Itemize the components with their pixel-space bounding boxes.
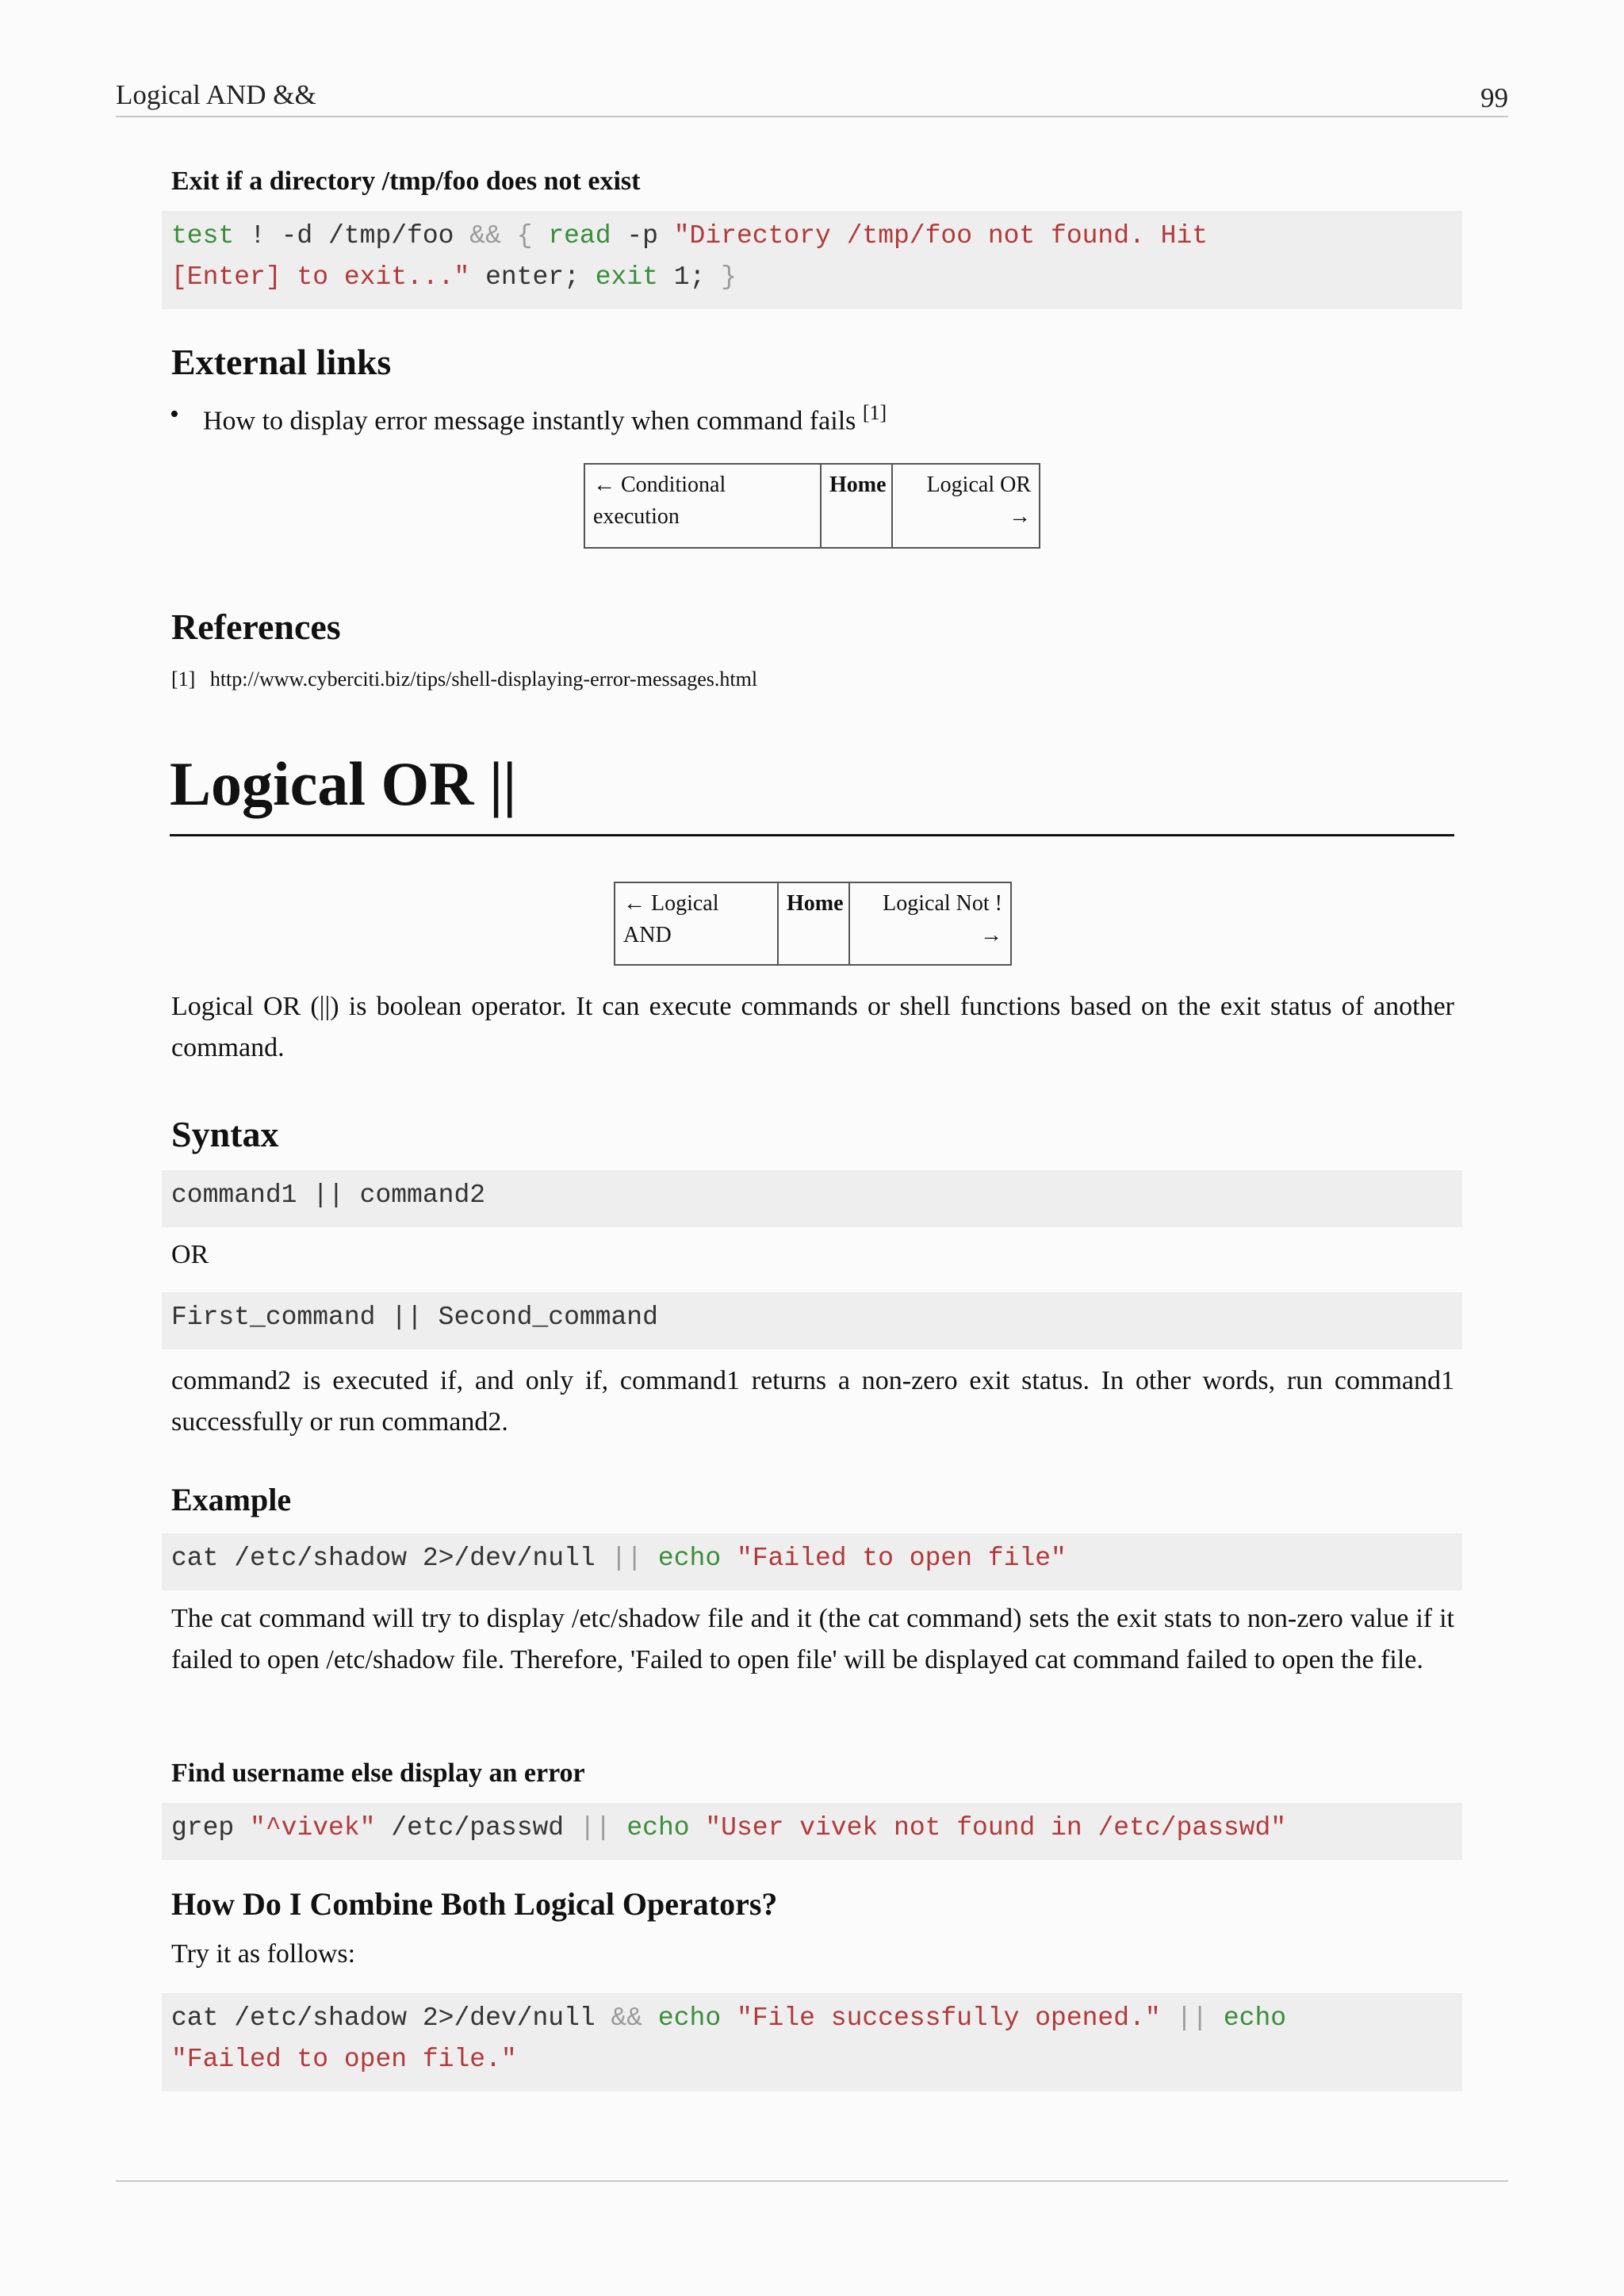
intro-paragraph: Logical OR (||) is boolean operator. It can execute commands or shell functions based on the exit status of another command.	[171, 992, 1454, 1062]
nav-next-link[interactable]	[893, 465, 1039, 547]
code-operator: &&	[469, 221, 501, 251]
footer-rule	[116, 2180, 1508, 2182]
syntax-code-block-1: command1 || command2	[162, 1170, 1462, 1227]
footnote-ref[interactable]: [1]	[862, 401, 887, 424]
code-operator: &&	[611, 2003, 643, 2033]
code-keyword: exit	[595, 262, 658, 292]
code-text: ! -d /tmp/foo	[234, 221, 470, 251]
exit-dir-code-block	[162, 211, 1462, 309]
code-text: cat /etc/shadow 2>/dev/null	[171, 1544, 611, 1573]
combine-heading: How Do I Combine Both Logical Operators?	[171, 1886, 778, 1922]
code-keyword: read	[548, 221, 611, 251]
reference-item	[171, 668, 757, 691]
references-heading: References	[171, 607, 341, 647]
code-operator: }	[721, 262, 737, 292]
find-user-code-block	[162, 1803, 1462, 1860]
example-code-block	[162, 1533, 1462, 1590]
reference-number: [1]	[171, 668, 196, 691]
code-string: "Failed to open file."	[171, 2045, 517, 2074]
nav-next-label[interactable]: Logical Not !	[883, 891, 1002, 916]
code-text: enter;	[469, 262, 596, 292]
syntax-code-block-2: First_command || Second_command	[162, 1292, 1462, 1349]
title-rule	[170, 834, 1454, 836]
example-heading: Example	[171, 1482, 292, 1517]
nav-home-link[interactable]: Home	[779, 883, 850, 964]
nav-prev-link[interactable]	[585, 465, 822, 547]
code-operator: ||	[1176, 2003, 1208, 2033]
code-keyword: echo	[1223, 2003, 1287, 2033]
code-keyword: echo	[657, 2003, 722, 2033]
or-label: OR	[171, 1240, 209, 1269]
code-text: grep	[171, 1813, 251, 1843]
syntax-description: command2 is executed if, and only if, command1 returns a non-zero exit status. In other words, run command1 successfully or run command2.	[171, 1366, 1454, 1437]
code-string: [Enter] to exit..."	[171, 262, 470, 292]
nav-prev-label-line2[interactable]: AND	[623, 923, 672, 947]
exit-dir-heading: Exit if a directory /tmp/foo does not exist	[171, 166, 641, 196]
nav-prev-link[interactable]	[615, 883, 779, 964]
code-keyword: echo	[626, 1813, 690, 1843]
nav-next-link[interactable]	[850, 883, 1010, 964]
code-string: "File successfully opened."	[736, 2003, 1161, 2033]
code-string: "^vivek"	[250, 1813, 376, 1843]
code-operator: {	[500, 221, 549, 251]
reference-url[interactable]: http://www.cyberciti.biz/tips/shell-displaying-error-messages.html	[209, 668, 758, 691]
code-string: "Directory /tmp/foo not found. Hit	[673, 221, 1208, 251]
combine-intro: Try it as follows:	[171, 1939, 356, 1969]
example-description: The cat command will try to display /etc/shadow file and it (the cat command) sets the exit stats to non-zero value if it failed to open /etc/shadow file. Therefore, 'Failed to open file' will be displayed cat command failed to open the file.	[171, 1604, 1454, 1674]
nav-home-link[interactable]: Home	[822, 465, 893, 547]
nav-box-or	[614, 882, 1012, 966]
nav-prev-arrow: ←	[623, 891, 645, 916]
code-string: "User vivek not found in /etc/passwd"	[705, 1813, 1287, 1843]
code-keyword: test	[171, 221, 235, 251]
bullet-marker: •	[170, 400, 179, 429]
nav-prev-arrow: ←	[593, 473, 615, 497]
nav-prev-label[interactable]: Conditional execution	[593, 473, 726, 529]
code-text: cat /etc/shadow 2>/dev/null	[171, 2003, 611, 2033]
nav-next-arrow: →	[1009, 504, 1031, 529]
syntax-heading: Syntax	[171, 1114, 279, 1154]
code-text: /etc/passwd	[375, 1813, 580, 1843]
code-operator: ||	[611, 1544, 643, 1573]
code-string: "Failed to open file"	[736, 1544, 1067, 1573]
code-text: -p	[611, 221, 674, 251]
chapter-title: Logical OR ||	[170, 749, 517, 818]
nav-box-and	[584, 463, 1040, 549]
find-user-heading: Find username else display an error	[171, 1758, 585, 1788]
nav-next-arrow: →	[980, 923, 1002, 947]
external-link-item[interactable]	[203, 401, 887, 436]
code-operator: ||	[579, 1813, 611, 1843]
combine-code-block	[162, 1993, 1462, 2091]
code-text: 1;	[657, 262, 722, 292]
code-keyword: echo	[657, 1544, 722, 1573]
external-links-heading: External links	[171, 342, 392, 382]
header-rule	[116, 116, 1508, 117]
nav-next-label[interactable]: Logical OR	[926, 473, 1031, 497]
nav-prev-label[interactable]: Logical	[651, 891, 719, 916]
page-number: 99	[1480, 82, 1508, 113]
running-header-title: Logical AND &&	[116, 79, 316, 110]
external-link-text[interactable]: How to display error message instantly when command fails	[203, 406, 856, 436]
